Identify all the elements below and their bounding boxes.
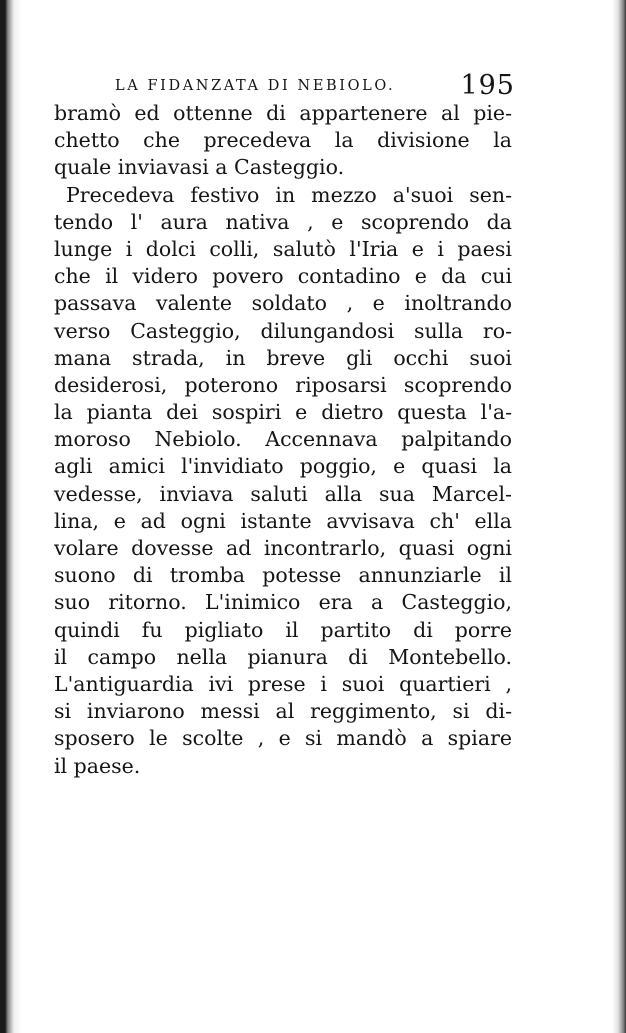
text-line: volare dovesse ad incontrarlo, quasi ogni (54, 536, 512, 560)
text-line: il campo nella pianura di Montebello. (54, 644, 512, 669)
text-line: chetto che precedeva la divisione la (54, 128, 512, 153)
text-line: che il videro povero contadino e da cui (54, 264, 512, 289)
text-line: quindi fu pigliato il partito di porre (54, 617, 512, 642)
text-line: moroso Nebiolo. Accennava palpitando (54, 427, 512, 452)
page-edge-shadow-right (612, 0, 626, 1033)
page-number: 195 (460, 70, 515, 101)
text-line: suo ritorno. L'inimico era a Casteggio, (54, 590, 512, 615)
text-line: tendo l' aura nativa , e scoprendo da (54, 209, 512, 234)
text-line: bramò ed ottenne di appartenere al pie- (54, 101, 512, 125)
page-edge-shadow-left (0, 0, 22, 1033)
text-line: L'antiguardia ivi prese i suoi quartieri , (54, 671, 512, 696)
text-line: Precedeva festivo in mezzo a'suoi sen- (66, 182, 512, 207)
text-line: mana strada, in breve gli occhi suoi (54, 345, 512, 370)
text-line: desiderosi, poterono riposarsi scoprendo (54, 372, 512, 397)
text-line: quale inviavasi a Casteggio. (54, 155, 345, 180)
text-line: agli amici l'invidiato poggio, e quasi la (54, 454, 512, 479)
body-text (54, 100, 512, 780)
text-line: sposero le scolte , e si mandò a spiare (54, 726, 512, 751)
text-line: lunge i dolci colli, salutò l'Iria e i paesi (54, 236, 512, 261)
text-line: si inviarono messi al reggimento, si di- (54, 699, 512, 724)
text-line: vedesse, inviava saluti alla sua Marcel- (54, 481, 512, 506)
text-line: la pianta dei sospiri e dietro questa l'a- (54, 400, 512, 425)
text-line: il paese. (54, 753, 141, 778)
text-line: passava valente soldato , e inoltrando (54, 291, 512, 316)
text-line: lina, e ad ogni istante avvisava ch' ella (54, 508, 512, 533)
text-line: verso Casteggio, dilungandosi sulla ro- (54, 318, 512, 343)
running-title: LA FIDANZATA DI NEBIOLO. (115, 78, 396, 94)
text-line: suono di tromba potesse annunziarle il (54, 563, 512, 588)
running-header (115, 70, 515, 104)
